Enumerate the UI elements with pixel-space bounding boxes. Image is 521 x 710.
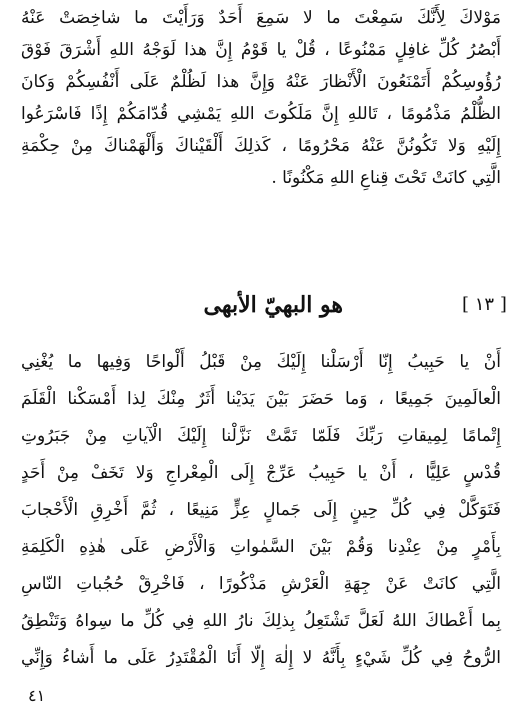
text-line: مَوْلاكَ لِأَنَّكَ سَمِعْتَ ما لا سَمِعَ أَحَدٌ وَرَأَيْتَ ما شاخِصَتْ عَنْهُ xyxy=(21,8,501,28)
text-line: أَنْ يا حَبِيبُ إِنّا أَرْسَلْنا إِلَيْكَ مِنْ قَبْلُ أَلْواحًا وَفِيها ما يُغْنِي xyxy=(21,352,501,372)
text-line: فَتَوَكَّلْ فِي كُلِّ حِينٍ إِلَى جَمالٍ عِزٍّ مَنِيعًا ، ثُمَّ أَخْرِقِ الْأَحْجابَ xyxy=(21,500,501,520)
section-title: هو البهيّ الأبهى xyxy=(203,292,343,318)
text-line: الَّتِي كانَتْ عَنْ جِهَةِ الْعَرْشِ مَذْكُورًا ، فَاخْرِقْ حُجُباتِ النّاسِ xyxy=(21,574,501,594)
text-line: رُؤُوسِكُمْ أَتَمْنَعُونَ الْأَنْظارَ عَنْهُ وَإِنَّ هذا لَظُلْمٌ عَلَى أَنْفُسِكُمْ وَكانَ xyxy=(21,72,501,92)
text-line: إِتْمامًا لِمِيقاتِ رَبِّكَ فَلَمّا تَمَّتْ نَزَّلْنا إِلَيْكَ الْآياتِ مِنْ جَبَرُوتِ xyxy=(21,426,501,446)
text-line: الْعالَمِينَ جَمِيعًا ، وَما حَضَرَ بَيْنَ يَدَيْنا أَثَرٌ مِنْكَ لِذا أَمْسَكْنا الْقَلَمَ xyxy=(21,389,501,409)
section-heading-row xyxy=(0,288,521,322)
text-line: بِأَمْرٍ مِنْ عِنْدِنا وَقُمْ بَيْنَ السَّمٰواتِ وَالْأَرْضِ عَلَى هٰذِهِ الْكَلِمَةِ xyxy=(21,537,501,557)
text-line: أَبْصُرُ كُلِّ غافِلٍ مَمْنُوعًا ، قُلْ يا قَوْمُ إِنَّ هذا لَوَجْهُ اللهِ أَشْرَقَ فَوْقَ xyxy=(21,40,501,60)
text-line: الظُّلْمُ مَذْمُومًا ، تَاللهِ إِنَّ مَلَكُوتَ اللهِ يَمْشِي قُدّامَكُمْ إِذًا فَاسْرَعُوا xyxy=(21,104,501,124)
text-line: الرُّوحُ فِي كُلِّ شَيْءٍ بِأَنَّهُ لا إِلٰهَ إِلّا أَنَا الْمُقْتَدِرُ عَلَى ما أَشاءُ وَإِنِّي xyxy=(21,648,501,668)
text-line: بِما أَعْطاكَ اللهُ لَعَلَّ تَشْتَعِلُ بِذلِكَ نارُ اللهِ فِي كُلِّ ما سِواهُ وَتَنْطِقُ xyxy=(21,611,501,631)
section-number: [ ١٣ ] xyxy=(462,294,507,315)
text-line: قُدْسٍ عَلِيًّا ، أَنْ يا حَبِيبُ عَرِّجْ إِلَى الْمِعْراجِ وَلا تَخَفْ مِنْ أَحَدٍ xyxy=(21,463,501,483)
text-line: إِلَيْهِ وَلا تَكُونُنَّ عَنْهُ مَحْرُومًا ، كَذلِكَ أَلْقَيْناكَ وَأَلْهَمْناكَ مِنْ حِكْمَةِ xyxy=(21,136,501,156)
text-line: الَّتِي كانَتْ تَحْتَ قِناعِ اللهِ مَكْنُونًا . xyxy=(271,168,501,188)
page-number: ٤١ xyxy=(28,686,46,705)
